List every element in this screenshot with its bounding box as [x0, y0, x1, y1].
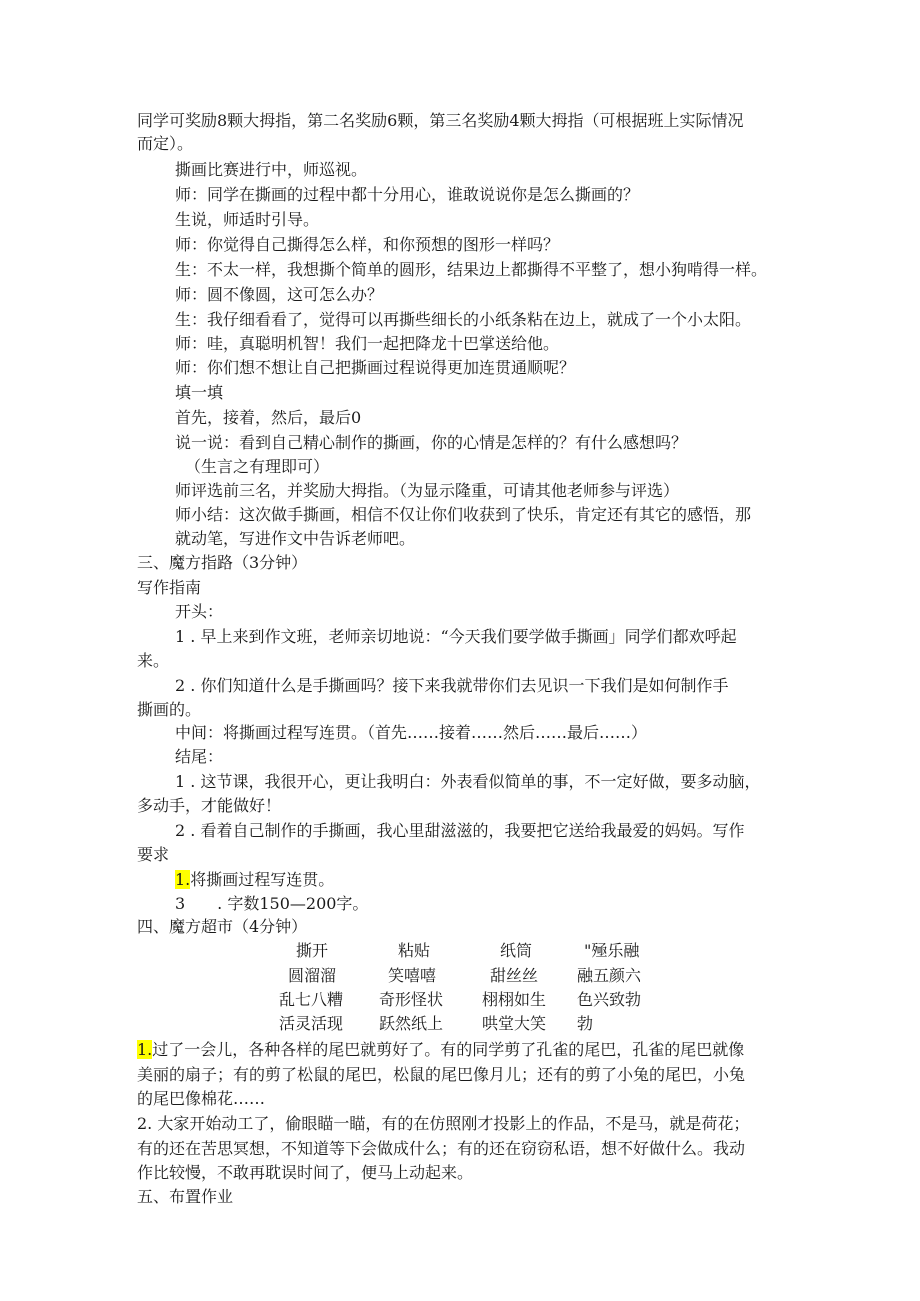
- text-line: 师：你觉得自己撕得怎么样，和你预想的图形一样吗？: [175, 235, 560, 254]
- section-heading: 四、魔方超市（4分钟）: [137, 917, 308, 936]
- text-line: 美丽的扇子；有的剪了松鼠的尾巴，松鼠的尾巴像月儿；还有的剪了小兔的尾巴，小兔: [137, 1065, 746, 1084]
- text-line: 师评选前三名，并奖励大拇指。（为显示隆重，可请其他老师参与评选）: [175, 481, 680, 500]
- text-line: 师：你们想不想让自己把撕画过程说得更加连贯通顺呢？: [175, 358, 576, 377]
- word-cell: 勃: [577, 1014, 594, 1033]
- word-cell: 撕开: [296, 941, 329, 960]
- word-cell: 笑嘻嘻: [388, 966, 437, 985]
- word-cell: 纸筒: [500, 941, 533, 960]
- text-line: 的尾巴像棉花……: [137, 1089, 266, 1108]
- text-line: 2. 大家开始动工了，偷眼瞄一瞄，有的在仿照刚才投影上的作品，不是马，就是荷花；: [137, 1114, 750, 1133]
- text-line: 撕画比赛进行中，师巡视。: [175, 160, 368, 179]
- text-span: 将撕画过程写连贯。: [190, 870, 335, 889]
- text-line: 师：同学在撕画的过程中都十分用心，谁敢说说你是怎么撕画的？: [175, 185, 640, 204]
- word-cell: 甜丝丝: [490, 966, 539, 985]
- text-span: 过了一会儿，各种各样的尾巴就剪好了。有的同学剪了孔雀的尾巴，孔雀的尾巴就像: [152, 1040, 745, 1059]
- word-cell: 乱七八糟: [279, 990, 344, 1009]
- highlight-mark: 1.: [175, 870, 191, 889]
- word-cell: 色兴致勃: [577, 990, 642, 1009]
- text-line: 3 . 字数150—200字。: [175, 894, 369, 913]
- word-cell: 奇形怪状: [379, 990, 444, 1009]
- text-line: 多动手，才能做好！: [137, 796, 282, 815]
- section-heading: 五、布置作业: [137, 1187, 234, 1206]
- section-heading: 三、魔方指路（3分钟）: [137, 553, 308, 572]
- word-cell: 圆溜溜: [288, 966, 337, 985]
- word-cell: 栩栩如生: [482, 990, 547, 1009]
- text-line: 有的还在苦思冥想，不知道等下会做成什么；有的还在窃窃私语，想不好做什么。我动: [137, 1139, 746, 1158]
- text-line: [137, 1040, 744, 1060]
- word-cell: 哄堂大笑: [482, 1014, 547, 1033]
- word-cell: "殛乐融: [584, 941, 640, 960]
- text-line: [175, 870, 334, 890]
- text-line: 结尾：: [175, 747, 224, 766]
- text-line: 生说，师适时引导。: [175, 210, 320, 229]
- text-line: 而定）。: [137, 134, 194, 153]
- text-line: 2 . 你们知道什么是手撕画吗？接下来我就带你们去见识一下我们是如何制作手: [175, 676, 729, 695]
- text-line: 作比较慢，不敢再耽误时间了，便马上动起来。: [137, 1163, 474, 1182]
- text-line: 生：不太一样，我想撕个简单的圆形，结果边上都撕得不平整了，想小狗啃得一样。: [175, 260, 768, 279]
- text-line: 生：我仔细看看了，觉得可以再撕些细长的小纸条粘在边上，就成了一个小太阳。: [175, 310, 752, 329]
- word-cell: 跃然纸上: [379, 1014, 444, 1033]
- text-line: 说一说：看到自己精心制作的撕画，你的心情是怎样的？有什么感想吗？: [175, 433, 688, 452]
- text-line: 1 . 早上来到作文班，老师亲切地说：“今天我们要学做手撕画」同学们都欢呼起: [175, 627, 737, 646]
- word-cell: 融五颜六: [577, 966, 642, 985]
- text-line: 来。: [137, 651, 170, 670]
- text-line: 要求: [137, 845, 170, 864]
- text-line: 同学可奖励8颗大拇指，第二名奖励6颗，第三名奖励4颗大拇指（可根据班上实际情况: [137, 111, 744, 130]
- text-line: 撕画的。: [137, 700, 202, 719]
- word-cell: 粘贴: [398, 941, 431, 960]
- text-line: 填一填: [175, 383, 224, 402]
- text-line: 首先，接着，然后，最后0: [175, 408, 362, 427]
- text-line: 师：圆不像圆，这可怎么办？: [175, 285, 384, 304]
- word-cell: 活灵活现: [279, 1014, 344, 1033]
- text-line: 就动笔，写进作文中告诉老师吧。: [175, 529, 416, 548]
- highlight-mark: 1.: [137, 1040, 153, 1059]
- text-line: 中间：将撕画过程写连贯。（首先……接着……然后……最后……）: [175, 723, 648, 742]
- text-line: 师：哇，真聪明机智！我们一起把降龙十巴掌送给他。: [175, 334, 560, 353]
- text-line: （生言之有理即可）: [185, 457, 330, 476]
- text-line: 2 . 看着自己制作的手撕画，我心里甜滋滋的，我要把它送给我最爱的妈妈。写作: [175, 821, 745, 840]
- text-line: 师小结：这次做手撕画，相信不仅让你们收获到了快乐，肯定还有其它的感悟，那: [175, 505, 752, 524]
- subsection-heading: 写作指南: [137, 578, 202, 597]
- text-line: 1 . 这节课，我很开心，更让我明白：外表看似简单的事，不一定好做，要多动脑，: [175, 772, 761, 791]
- text-line: 开头：: [175, 602, 224, 621]
